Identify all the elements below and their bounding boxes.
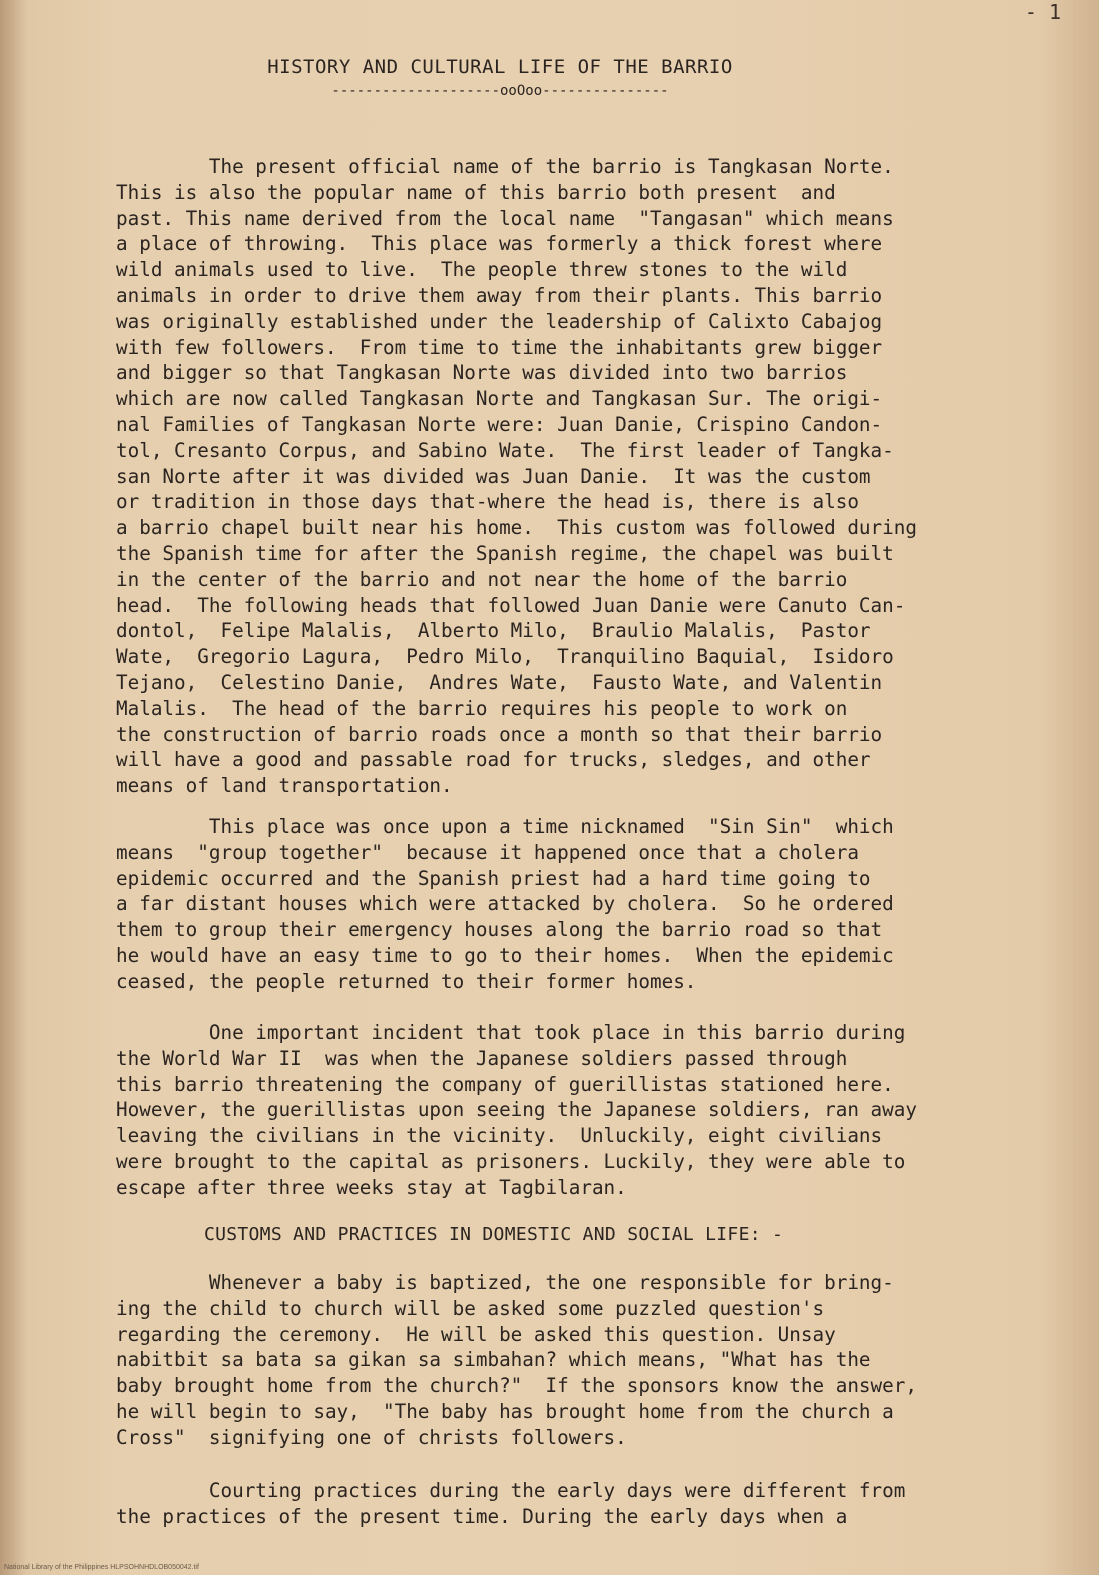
- text-line: escape after three weeks stay at Tagbilaran.: [116, 1175, 627, 1199]
- text-line: wild animals used to live. The people threw stones to the wild: [116, 258, 848, 282]
- text-line: means of land transportation.: [116, 774, 453, 798]
- text-line: Malalis. The head of the barrio requires his people to work on: [116, 696, 848, 720]
- text-line: ing the child to church will be asked some puzzled question's: [116, 1296, 825, 1320]
- text-line: or tradition in those days that-where the head is, there is also: [116, 490, 859, 514]
- paragraph-sin-sin: [116, 814, 1016, 995]
- page-title: HISTORY AND CULTURAL LIFE OF THE BARRIO: [267, 56, 733, 78]
- paragraph-origin-of-name: [116, 154, 1016, 799]
- paragraph-baptism: [116, 1270, 1016, 1451]
- text-line: ceased, the people returned to their former homes.: [116, 969, 697, 993]
- archive-footer: National Library of the Philippines HLPSOHNHDLOB050042.tif: [4, 1564, 199, 1571]
- text-line: However, the guerillistas upon seeing the Japanese soldiers, ran away: [116, 1098, 917, 1122]
- paragraph-courting: [116, 1478, 1016, 1530]
- text-line: a place of throwing. This place was formerly a thick forest where: [116, 232, 883, 256]
- text-line: a barrio chapel built near his home. This custom was followed during: [116, 516, 917, 540]
- text-line: them to group their emergency houses along the barrio road so that: [116, 918, 883, 942]
- text-line: was originally established under the leadership of Calixto Cabajog: [116, 309, 883, 333]
- text-line: with few followers. From time to time the inhabitants grew bigger: [116, 335, 883, 359]
- text-line: baby brought home from the church?" If the sponsors know the answer,: [116, 1374, 917, 1398]
- text-line: he will begin to say, "The baby has brought home from the church a: [116, 1399, 894, 1423]
- text-line: leaving the civilians in the vicinity. Unluckily, eight civilians: [116, 1124, 883, 1148]
- text-line: nabitbit sa bata sa gikan sa simbahan? which means, "What has the: [116, 1348, 871, 1372]
- text-line: the World War II was when the Japanese soldiers passed through: [116, 1046, 848, 1070]
- text-line: animals in order to drive them away from their plants. This barrio: [116, 283, 883, 307]
- paragraph-world-war: [116, 1020, 1016, 1201]
- text-line: head. The following heads that followed Juan Danie were Canuto Can-: [116, 593, 906, 617]
- page-number-mark: - 1: [1024, 0, 1061, 24]
- text-line: in the center of the barrio and not near the home of the barrio: [116, 567, 848, 591]
- text-line: One important incident that took place in this barrio during: [116, 1021, 906, 1044]
- text-line: this barrio threatening the company of guerillistas stationed here.: [116, 1072, 894, 1096]
- text-line: which are now called Tangkasan Norte and Tangkasan Sur. The origi-: [116, 387, 883, 411]
- text-line: and bigger so that Tangkasan Norte was divided into two barrios: [116, 361, 848, 385]
- text-line: past. This name derived from the local name "Tangasan" which means: [116, 206, 894, 230]
- text-line: will have a good and passable road for trucks, sledges, and other: [116, 748, 871, 772]
- text-line: were brought to the capital as prisoners. Luckily, they were able to: [116, 1149, 906, 1173]
- section-heading-customs: CUSTOMS AND PRACTICES IN DOMESTIC AND SOCIAL LIFE: -: [204, 1224, 784, 1245]
- text-line: The present official name of the barrio is Tangkasan Norte.: [116, 155, 894, 178]
- text-line: Whenever a baby is baptized, the one responsible for bring-: [116, 1271, 894, 1294]
- text-line: the construction of barrio roads once a month so that their barrio: [116, 722, 883, 746]
- text-line: Courting practices during the early days were different from: [116, 1479, 906, 1502]
- text-line: a far distant houses which were attacked by cholera. So he ordered: [116, 892, 894, 916]
- text-line: Cross" signifying one of christs followers.: [116, 1425, 627, 1449]
- text-line: This place was once upon a time nicknamed "Sin Sin" which: [116, 815, 894, 838]
- text-line: Tejano, Celestino Danie, Andres Wate, Fausto Wate, and Valentin: [116, 670, 883, 694]
- text-line: This is also the popular name of this barrio both present and: [116, 180, 836, 204]
- text-line: the Spanish time for after the Spanish regime, the chapel was built: [116, 541, 894, 565]
- title-divider: --------------------ooOoo---------------: [331, 83, 669, 99]
- text-line: dontol, Felipe Malalis, Alberto Milo, Braulio Malalis, Pastor: [116, 619, 871, 643]
- text-line: Wate, Gregorio Lagura, Pedro Milo, Tranquilino Baquial, Isidoro: [116, 645, 894, 669]
- text-line: regarding the ceremony. He will be asked this question. Unsay: [116, 1322, 836, 1346]
- text-line: tol, Cresanto Corpus, and Sabino Wate. The first leader of Tangka-: [116, 438, 894, 462]
- text-line: the practices of the present time. During the early days when a: [116, 1504, 848, 1528]
- text-line: san Norte after it was divided was Juan Danie. It was the custom: [116, 464, 871, 488]
- text-line: epidemic occurred and the Spanish priest had a hard time going to: [116, 866, 871, 890]
- text-line: he would have an easy time to go to their homes. When the epidemic: [116, 943, 894, 967]
- text-line: means "group together" because it happened once that a cholera: [116, 840, 859, 864]
- text-line: nal Families of Tangkasan Norte were: Juan Danie, Crispino Candon-: [116, 412, 883, 436]
